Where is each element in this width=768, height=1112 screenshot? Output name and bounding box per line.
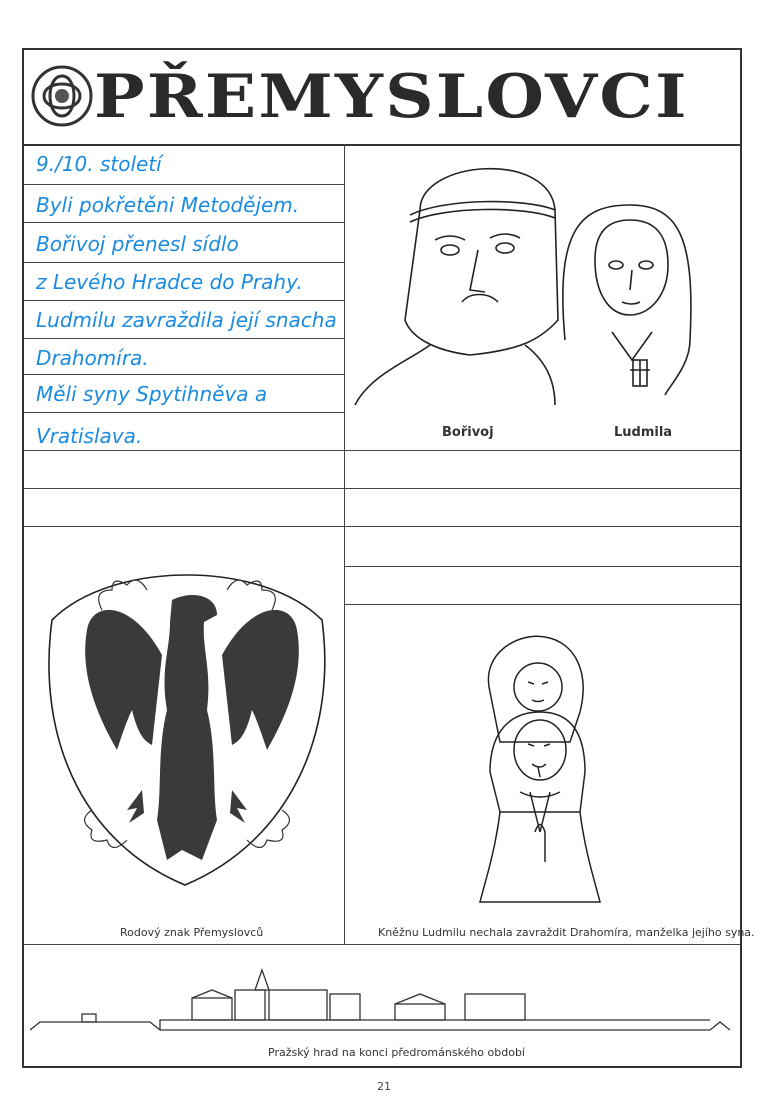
prague-castle-illustration (30, 960, 736, 1040)
ludmila-scene-illustration (460, 632, 620, 912)
note-line: Byli pokřetěni Metodějem. (36, 193, 300, 217)
coat-of-arms-illustration (32, 560, 338, 890)
note-line: Měli syny Spytihněva a (36, 382, 268, 406)
note-line: z Levého Hradce do Prahy. (36, 270, 303, 294)
column-divider (344, 144, 345, 944)
note-line: Bořivoj přenesl sídlo (36, 232, 239, 256)
portrait-name-ludmila: Ludmila (614, 425, 673, 440)
note-line: 9./10. století (36, 152, 162, 176)
note-line: Ludmilu zavraždila její snacha (36, 308, 337, 332)
portraits-illustration (350, 150, 736, 412)
castle-caption: Pražský hrad na konci předrománského období (268, 1046, 525, 1059)
portrait-name-borivoj: Bořivoj (442, 425, 494, 440)
note-line: Drahomíra. (36, 346, 149, 370)
title-band (24, 50, 740, 146)
coat-of-arms-caption: Rodový znak Přemyslovců (120, 926, 264, 939)
page-number: 21 (377, 1080, 391, 1093)
note-line: Vratislava. (36, 424, 143, 448)
page-title: PŘEMYSLOVCI (94, 62, 689, 132)
ludmila-scene-caption: Kněžnu Ludmilu nechala zavraždit Drahomíra, manželka jejího syna. (378, 926, 755, 939)
celtic-knot-icon (30, 64, 94, 128)
